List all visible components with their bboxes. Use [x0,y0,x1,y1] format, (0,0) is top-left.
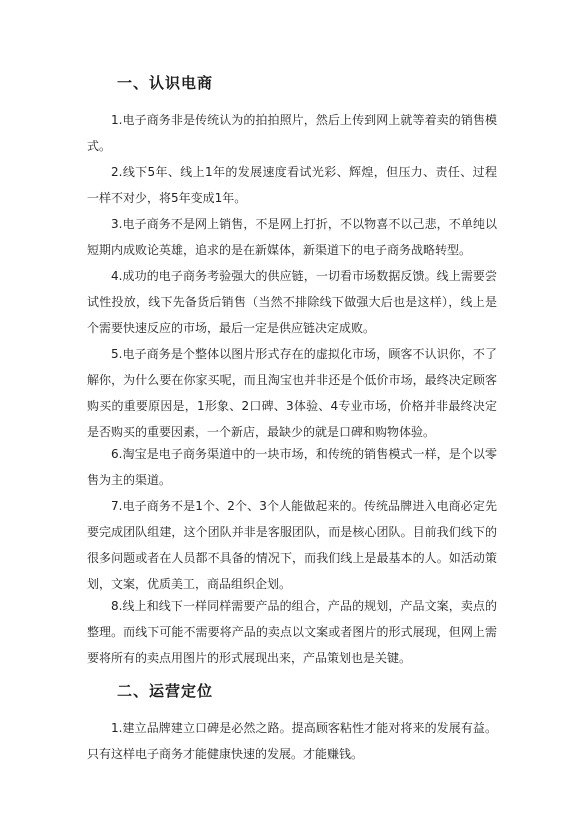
paragraph-5: 5.电子商务是个整体以图片形式存在的虚拟化市场，顾客不认识你，不了解你，为什么要在你家买呢，而且淘宝也并非还是个低价市场，最终决定顾客购买的重要原因是，1形象、2口碑、3体验、4专业市场，价格并非最终决定是否购买的重要因素，一个新店，最缺少的就是口碑和购物体验。 [87,347,497,439]
paragraph-8: 8.线上和线下一样同样需要产品的组合，产品的规划，产品文案，卖点的整理。而线下可能不需要将产品的卖点以文案或者图片的形式展现，但网上需要将所有的卖点用图片的形式展现出来，产品策划也是关键。 [87,599,497,665]
paragraph-7: 7.电子商务不是1个、2个、3个人能做起来的。传统品牌进入电商必定先要完成团队组建，这个团队并非是客服团队，而是核心团队。目前我们线下的很多问题或者在人员都不具备的情况下，而我们线上是最基本的人。如活动策划，文案，优质美工，商品组织企划。 [87,499,497,591]
section-heading-know-ecommerce: 一、认识电商 [117,74,214,92]
paragraph-4: 4.成功的电子商务考验强大的供应链，一切看市场数据反馈。线上需要尝试性投放，线下先备货后销售（当然不排除线下做强大后也是这样），线上是个需要快速反应的市场，最后一定是供应链决定成败。 [87,269,497,335]
section-heading-operation-positioning: 二、运营定位 [117,682,214,700]
paragraph-2: 2.线下5年、线上1年的发展速度看试光彩、辉煌，但压力、责任、过程一样不对少，将5年变成1年。 [87,165,497,205]
paragraph-3: 3.电子商务不是网上销售，不是网上打折，不以物喜不以己悲，不单纯以短期内成败论英雄，追求的是在新媒体，新渠道下的电子商务战略转型。 [87,217,497,257]
paragraph-6: 6.淘宝是电子商务渠道中的一块市场，和传统的销售模式一样，是个以零售为主的渠道。 [87,447,497,487]
paragraph-9: 1.建立品牌建立口碑是必然之路。提高顾客粘性才能对将来的发展有益。只有这样电子商务才能健康快速的发展。才能赚钱。 [87,721,497,761]
paragraph-1: 1.电子商务非是传统认为的拍拍照片，然后上传到网上就等着卖的销售模式。 [87,113,497,153]
